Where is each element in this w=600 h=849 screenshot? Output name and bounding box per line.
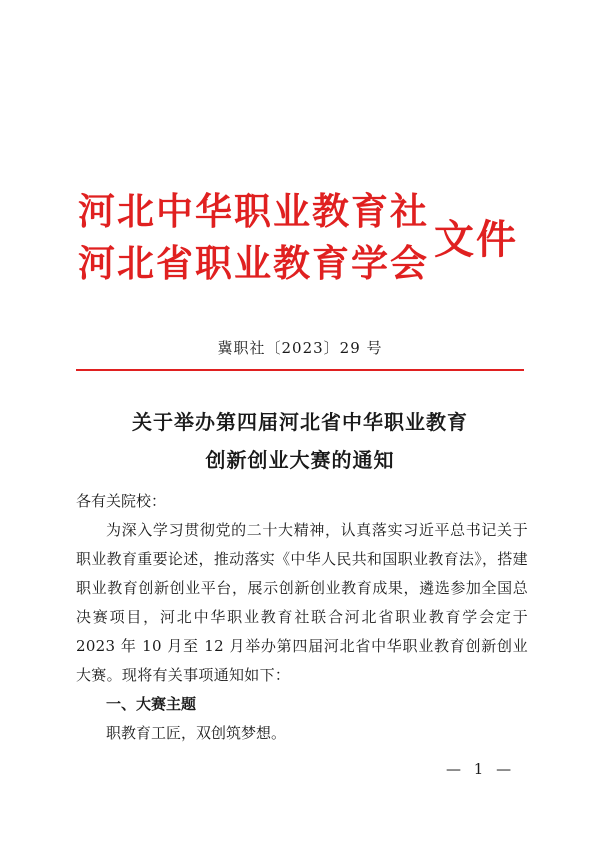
- page-number: — 1 —: [446, 760, 516, 778]
- header-organizations: [78, 186, 429, 290]
- header-org-line-1: 河北中华职业教育社: [78, 190, 429, 233]
- document-number: 冀职社〔2023〕29 号: [217, 339, 383, 357]
- section-heading-1: 一、大赛主题: [106, 695, 197, 713]
- section-body-1: 职教育工匠，双创筑梦想。: [106, 724, 287, 742]
- title-line-1: 关于举办第四届河北省中华职业教育: [132, 410, 468, 434]
- salutation: 各有关院校：: [76, 492, 167, 510]
- body-paragraph-1: 为深入学习贯彻党的二十大精神，认真落实习近平总书记关于职业教育重要论述，推动落实《中华人民共和国职业教育法》，搭建职业教育创新创业平台，展示创新创业教育成果，遴选参加全国总决赛项目，河北中华职业教育社联合河北省职业教育学会定于 2023 年 10 月至 12 月举办第四届河北省中华职业教育创新创业大赛。现将有关事项通知如下：: [76, 521, 528, 684]
- header-document-suffix: 文件: [434, 217, 518, 263]
- document-body: [76, 487, 528, 748]
- title-line-2: 创新创业大赛的通知: [205, 448, 395, 472]
- header-org-line-2: 河北省职业教育学会: [78, 242, 429, 285]
- header-divider: [76, 369, 524, 371]
- document-title: [0, 403, 600, 479]
